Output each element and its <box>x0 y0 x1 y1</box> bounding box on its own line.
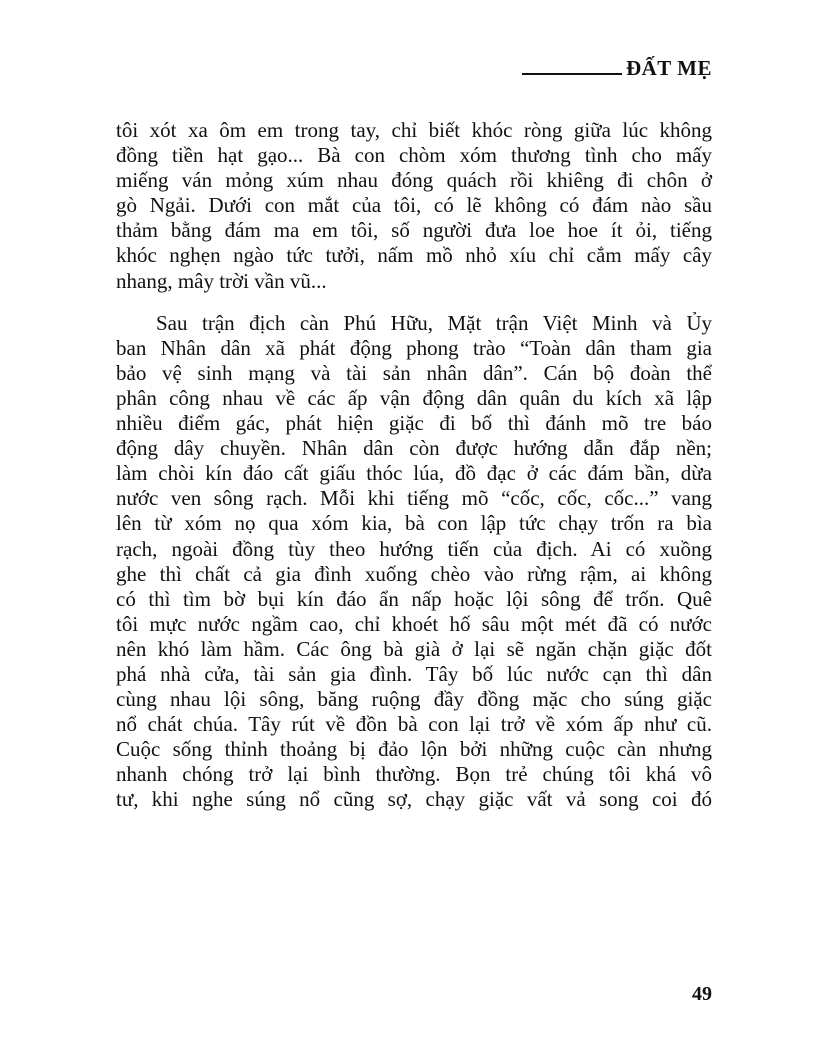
page-number: 49 <box>692 983 712 1005</box>
text-line: cùng nhau lội sông, băng ruộng đầy đồng mặc cho súng giặc <box>116 687 712 712</box>
text-line: miếng ván mỏng xúm nhau đóng quách rồi khiêng đi chôn ở <box>116 168 712 193</box>
text-line: lên từ xóm nọ qua xóm kia, bà con lập tức chạy trốn ra bìa <box>116 511 712 536</box>
text-line: nhanh chóng trở lại bình thường. Bọn trẻ chúng tôi khá vô <box>116 762 712 787</box>
text-line: nên khó làm hầm. Các ông bà già ở lại sẽ ngăn chặn giặc đốt <box>116 636 712 661</box>
paragraph <box>116 118 712 294</box>
text-line: động dây chuyền. Nhân dân còn được hướng dẫn đắp nền; <box>116 436 712 461</box>
chapter-title: ĐẤT MẸ <box>625 56 712 80</box>
text-line: tôi xót xa ôm em trong tay, chỉ biết khóc ròng giữa lúc không <box>116 118 712 142</box>
text-line: khóc nghẹn ngào tức tưởi, nấm mồ nhỏ xíu chỉ cắm mấy cây <box>116 243 712 268</box>
text-line: Cuộc sống thỉnh thoảng bị đảo lộn bởi những cuộc càn nhưng <box>116 737 712 762</box>
text-line: phân công nhau về các ấp vận động dân quân du kích xã lập <box>116 385 712 410</box>
text-line: rạch, ngoài đồng tùy theo hướng tiến của địch. Ai có xuồng <box>116 536 712 561</box>
text-line: thảm bằng đám ma em tôi, số người đưa loe hoe ít ỏi, tiếng <box>116 218 712 243</box>
header-rule <box>522 73 622 75</box>
text-line: nổ chát chúa. Tây rút về đồn bà con lại trở về xóm ấp như cũ. <box>116 712 712 737</box>
text-line: đồng tiền hạt gạo... Bà con chòm xóm thương tình cho mấy <box>116 143 712 168</box>
text-line: làm chòi kín đáo cất giấu thóc lúa, đồ đạc ở các đám bần, dừa <box>116 461 712 486</box>
text-line: ban Nhân dân xã phát động phong trào “Toàn dân tham gia <box>116 335 712 360</box>
page-body <box>116 118 712 830</box>
text-line: Sau trận địch càn Phú Hữu, Mặt trận Việt Minh và Ủy <box>156 310 712 335</box>
text-line: ghe thì chất cả gia đình xuống chèo vào rừng rậm, ai không <box>116 561 712 586</box>
paragraph <box>116 311 712 813</box>
text-line: gò Ngải. Dưới con mắt của tôi, có lẽ không có đám nào sầu <box>116 193 712 218</box>
text-line: tư, khi nghe súng nổ cũng sợ, chạy giặc vất vả song coi đó <box>116 787 712 812</box>
text-line: nước ven sông rạch. Mỗi khi tiếng mõ “cốc, cốc, cốc...” vang <box>116 486 712 511</box>
text-line: tôi mực nước ngầm cao, chỉ khoét hố sâu một mét đã có nước <box>116 611 712 636</box>
running-header <box>522 56 712 81</box>
text-line: bảo vệ sinh mạng và tài sản nhân dân”. Cán bộ đoàn thể <box>116 360 712 385</box>
text-line: có thì tìm bờ bụi kín đáo ẩn nấp hoặc lội sông để trốn. Quê <box>116 586 712 611</box>
text-line: phá nhà cửa, tài sản gia đình. Tây bố lúc nước cạn thì dân <box>116 661 712 686</box>
text-line: nhiều điểm gác, phát hiện giặc đi bố thì đánh mõ tre báo <box>116 411 712 436</box>
text-line: nhang, mây trời vần vũ... <box>116 268 327 293</box>
